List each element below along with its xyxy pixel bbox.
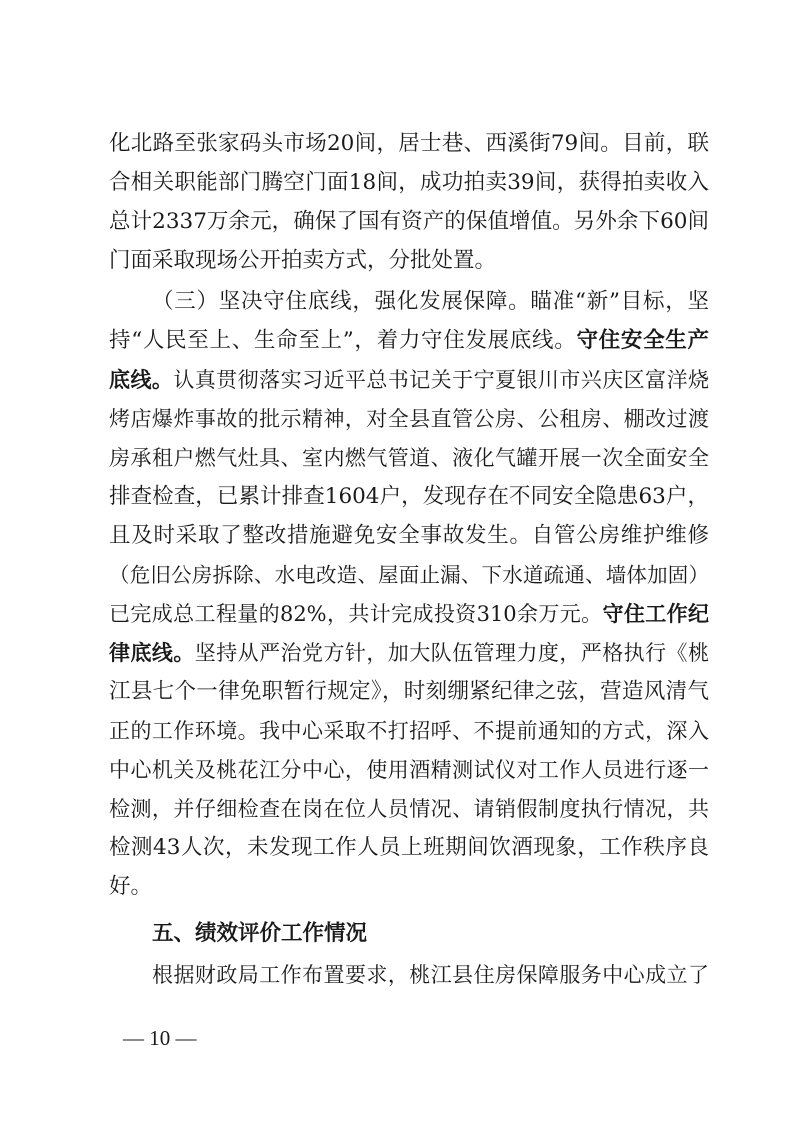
line-text: （三）坚决守住底线，强化发展保障。瞄准“新”目标，坚 bbox=[152, 289, 709, 314]
paragraph-line bbox=[109, 247, 709, 275]
paragraph-line bbox=[109, 678, 709, 706]
line-text: （危旧公房拆除、水电改造、屋面止漏、下水道疏通、墙体加固） bbox=[109, 563, 709, 587]
line-text: 持“人民至上、生命至上”，着力守住发展底线。 bbox=[109, 328, 577, 353]
section-heading: 五、绩效评价工作情况 bbox=[152, 921, 368, 946]
line-text: 检测43人次，未发现工作人员上班期间饮酒现象，工作秩序良 bbox=[109, 835, 709, 860]
line-text: 坚持从严治党方针，加大队伍管理力度，严格执行《桃 bbox=[194, 641, 710, 665]
line-text: 正的工作环境。我中心采取不打招呼、不提前通知的方式，深入 bbox=[109, 719, 709, 743]
paragraph-line bbox=[109, 561, 709, 589]
paragraph-line bbox=[109, 366, 709, 394]
paragraph-line bbox=[109, 873, 709, 901]
line-text: 排查检查，已累计排查1604户，发现存在不同安全隐患63户， bbox=[109, 484, 709, 509]
bold-phrase: 守住安全生产 bbox=[576, 328, 709, 353]
paragraph-line bbox=[109, 169, 709, 197]
line-text: 且及时采取了整改措施避免安全事故发生。自管公房维护维修 bbox=[109, 523, 709, 548]
line-text: 根据财政局工作布置要求，桃江县住房保障服务中心成立了 bbox=[152, 963, 709, 987]
line-text: 化北路至张家码头市场20间，居士巷、西溪街79间。目前，联 bbox=[109, 131, 709, 156]
paragraph-line bbox=[109, 327, 709, 355]
paragraph-line bbox=[109, 717, 709, 745]
paragraph-line bbox=[152, 288, 709, 316]
line-text: 已完成总工程量的82%，共计完成投资310余万元。 bbox=[109, 602, 603, 626]
line-text: 认真贯彻落实习近平总书记关于宁夏银川市兴庆区富洋烧 bbox=[173, 368, 710, 392]
line-text: 门面采取现场公开拍卖方式，分批处置。 bbox=[109, 248, 497, 273]
paragraph-line bbox=[109, 756, 709, 784]
line-text: 中心机关及桃花江分中心，使用酒精测试仪对工作人员进行逐一 bbox=[109, 758, 709, 782]
page-number: — 10 — bbox=[123, 1026, 197, 1050]
bold-phrase: 守住工作纪 bbox=[602, 602, 709, 626]
paragraph-line bbox=[109, 639, 709, 667]
line-text: 检测，并仔细检查在岗在位人员情况、请销假制度执行情况，共 bbox=[109, 797, 709, 821]
paragraph-line bbox=[109, 834, 709, 862]
line-text: 房承租户燃气灶具、室内燃气管道、液化气罐开展一次全面安全 bbox=[109, 446, 709, 470]
paragraph-line bbox=[109, 444, 709, 472]
line-text: 总计2337万余元，确保了国有资产的保值增值。另外余下60间 bbox=[109, 209, 709, 234]
paragraph-line bbox=[109, 522, 709, 550]
line-text: 好。 bbox=[109, 874, 153, 899]
paragraph-line bbox=[109, 483, 709, 511]
bold-phrase: 底线。 bbox=[109, 368, 174, 392]
line-text: 合相关职能部门腾空门面18间，成功拍卖39间，获得拍卖收入 bbox=[109, 170, 709, 195]
bold-phrase: 律底线。 bbox=[109, 641, 195, 665]
paragraph-line bbox=[109, 600, 709, 628]
paragraph-line bbox=[152, 961, 709, 989]
paragraph-line bbox=[109, 130, 709, 158]
paragraph-line bbox=[109, 405, 709, 433]
line-text: 烤店爆炸事故的批示精神，对全县直管公房、公租房、棚改过渡 bbox=[109, 407, 709, 431]
paragraph-line bbox=[109, 208, 709, 236]
paragraph-line bbox=[109, 795, 709, 823]
line-text: 江县七个一律免职暂行规定》，时刻绷紧纪律之弦，营造风清气 bbox=[109, 679, 709, 704]
